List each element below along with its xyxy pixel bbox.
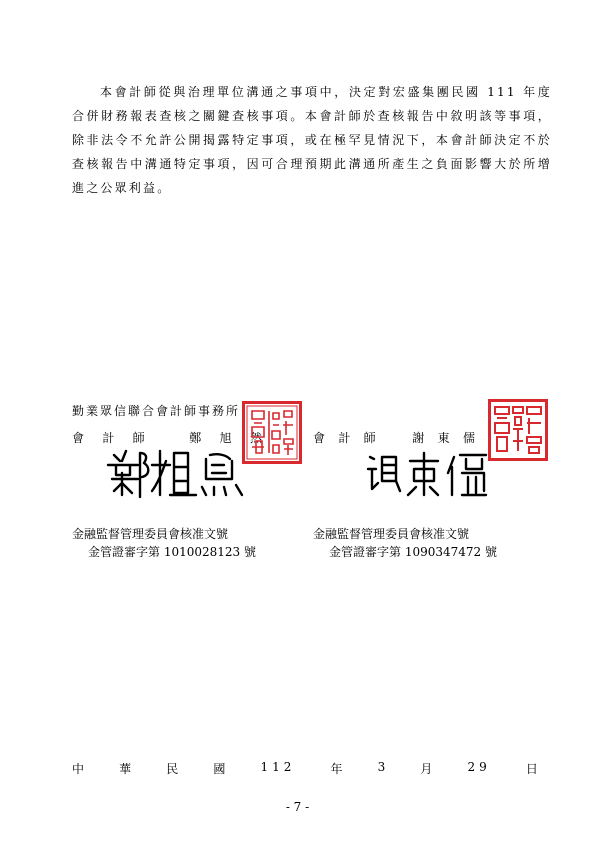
date-part: 華 <box>119 762 132 776</box>
cpa-right-name-char: 東 <box>437 431 450 445</box>
cpa-left-name-char: 旭 <box>219 431 232 445</box>
date-part: 日 <box>525 762 538 776</box>
page-number: - 7 - <box>285 800 310 814</box>
cpa-left-name-char: 鄭 <box>189 431 202 445</box>
seal-left-stamp <box>242 401 302 464</box>
cpa-right-name-char: 儒 <box>462 431 475 445</box>
date-part: 國 <box>213 762 226 776</box>
key-audit-matters-paragraph <box>72 80 552 200</box>
report-date <box>72 760 538 777</box>
cpa-right-title-char: 計 <box>338 431 351 445</box>
cpa-right-title-char: 師 <box>363 431 376 445</box>
date-part: 年 <box>330 762 343 776</box>
cpa-right-title-char: 會 <box>313 431 326 445</box>
license-left <box>72 525 256 561</box>
firm-name: 勤業眾信聯合會計師事務所 <box>72 404 241 418</box>
cpa-left-title-char: 計 <box>102 431 115 445</box>
license-left-number: 金管證審字第 1010028123 號 <box>88 545 256 559</box>
license-right <box>313 525 497 561</box>
date-part: 中 <box>72 762 85 776</box>
date-part: 月 <box>420 762 433 776</box>
cpa-right-name-char: 謝 <box>412 431 425 445</box>
license-left-authority: 金融監督管理委員會核准文號 <box>72 527 229 541</box>
date-day: 29 <box>467 760 491 774</box>
date-part: 民 <box>166 762 179 776</box>
cpa-left-title-char: 師 <box>132 431 145 445</box>
signature-left <box>104 443 246 501</box>
signature-right <box>366 447 492 499</box>
date-month: 3 <box>377 760 386 774</box>
cpa-right-line <box>313 429 475 446</box>
license-right-authority: 金融監督管理委員會核准文號 <box>313 527 470 541</box>
license-right-number: 金管證審字第 1090347472 號 <box>329 545 497 559</box>
body-text: 本會計師從與治理單位溝通之事項中，決定對宏盛集團民國 111 年度合併財務報表查核之關鍵查核事項。本會計師於查核報告中敘明該等事項，除非法令不允許公開揭露特定事項，或在極罕見情況下，本會計師決定不於查核報告中溝通特定事項，因可合理預期此溝通所產生之負面影響大於所增進之公眾利益。 <box>72 85 552 195</box>
cpa-left-title-char: 會 <box>72 431 85 445</box>
seal-right-stamp <box>488 399 548 461</box>
date-year: 112 <box>260 760 296 774</box>
cpa-left-name-char: 然 <box>249 431 262 445</box>
